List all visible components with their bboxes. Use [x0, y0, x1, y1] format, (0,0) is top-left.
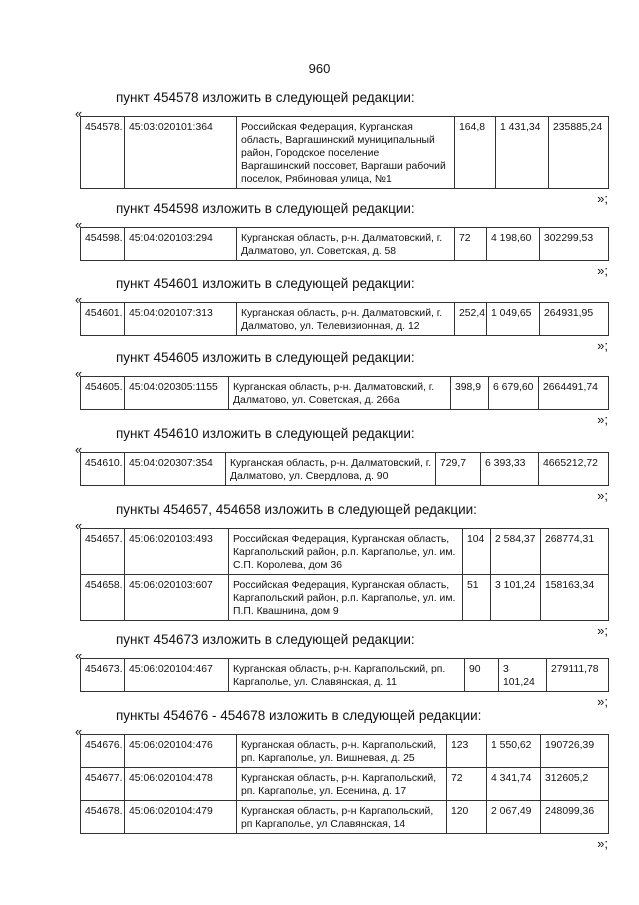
- area-cell: 104: [463, 529, 491, 575]
- rate-cell: 3 101,24: [499, 659, 547, 692]
- closing-quote: »;: [597, 694, 608, 709]
- opening-quote: «: [75, 518, 83, 533]
- table-row: [81, 801, 609, 834]
- rate-cell: 2 584,37: [491, 529, 541, 575]
- value-cell: 158163,34: [541, 575, 609, 621]
- closing-quote: »;: [597, 263, 608, 278]
- address-cell: Курганская область, р-н. Далматовский, г. Далматово, ул. Телевизионная, д. 12: [237, 303, 455, 336]
- address-cell: Курганская область, р-н. Далматовский, г. Далматово, ул. Советская, д. 58: [237, 228, 455, 261]
- rate-cell: 1 049,65: [487, 303, 540, 336]
- rate-cell: 2 067,49: [487, 801, 541, 834]
- row-number-cell: 454676.: [81, 735, 125, 768]
- cadastral-number-cell: 45:06:020104:478: [125, 768, 237, 801]
- closing-quote: »;: [597, 623, 608, 638]
- address-cell: Российская Федерация, Курганская область, Каргапольский район, р.п. Каргаполье, ул. им. С.П. Королева, дом 36: [229, 529, 463, 575]
- closing-quote: »;: [597, 488, 608, 503]
- amendment-heading: пункт 454605 изложить в следующей редакции:: [116, 350, 415, 365]
- row-number-cell: 454658.: [81, 575, 125, 621]
- opening-quote: «: [75, 366, 83, 381]
- address-cell: Курганская область, р-н. Каргапольский, рп. Каргаполье, ул. Есенина, д. 17: [237, 768, 447, 801]
- row-number-cell: 454605.: [81, 377, 125, 410]
- rate-cell: 4 198,60: [487, 228, 540, 261]
- table-row: [81, 453, 609, 486]
- opening-quote: «: [75, 648, 83, 663]
- amendment-heading: пункты 454676 - 454678 изложить в следующей редакции:: [116, 708, 482, 723]
- rate-cell: 6 679,60: [489, 377, 539, 410]
- cadastral-number-cell: 45:06:020103:607: [125, 575, 229, 621]
- cadastral-number-cell: 45:04:020305:1155: [125, 377, 229, 410]
- area-cell: 123: [447, 735, 487, 768]
- table-row: [81, 377, 609, 410]
- cadastral-number-cell: 45:04:020307:354: [125, 453, 226, 486]
- opening-quote: «: [75, 106, 83, 121]
- cadastral-number-cell: 45:06:020104:476: [125, 735, 237, 768]
- area-cell: 252,4: [455, 303, 487, 336]
- closing-quote: »;: [597, 412, 608, 427]
- page-number: 960: [308, 61, 331, 76]
- value-cell: 190726,39: [541, 735, 609, 768]
- address-cell: Курганская область, р-н Каргапольский, рп Каргаполье, ул Славянская, 14: [237, 801, 447, 834]
- amendment-heading: пункты 454657, 454658 изложить в следующей редакции:: [116, 502, 477, 517]
- amendment-table: [80, 658, 609, 692]
- value-cell: 235885,24: [549, 117, 609, 189]
- row-number-cell: 454657.: [81, 529, 125, 575]
- amendment-table: [80, 116, 609, 189]
- table-row: [81, 768, 609, 801]
- amendment-table: [80, 302, 609, 336]
- address-cell: Курганская область, р-н. Каргапольский, рп. Каргаполье, ул. Славянская, д. 11: [229, 659, 465, 692]
- closing-quote: »;: [597, 338, 608, 353]
- address-cell: Курганская область, р-н. Далматовский, г. Далматово, ул. Свердлова, д. 90: [226, 453, 436, 486]
- amendment-heading: пункт 454578 изложить в следующей редакции:: [116, 90, 415, 105]
- opening-quote: «: [75, 724, 83, 739]
- amendment-table: [80, 452, 609, 486]
- value-cell: 268774,31: [541, 529, 609, 575]
- value-cell: 279111,78: [547, 659, 609, 692]
- rate-cell: 1 431,34: [496, 117, 549, 189]
- table-row: [81, 303, 609, 336]
- row-number-cell: 454610.: [81, 453, 125, 486]
- area-cell: 72: [447, 768, 487, 801]
- area-cell: 90: [465, 659, 499, 692]
- row-number-cell: 454673.: [81, 659, 125, 692]
- value-cell: 312605,2: [541, 768, 609, 801]
- address-cell: Курганская область, р-н. Далматовский, г. Далматово, ул. Советская, д. 266а: [229, 377, 451, 410]
- value-cell: 302299,53: [540, 228, 609, 261]
- row-number-cell: 454677.: [81, 768, 125, 801]
- address-cell: Курганская область, р-н. Каргапольский, рп. Каргаполье, ул. Вишневая, д. 25: [237, 735, 447, 768]
- row-number-cell: 454578.: [81, 117, 125, 189]
- opening-quote: «: [75, 217, 83, 232]
- value-cell: 264931,95: [540, 303, 609, 336]
- amendment-table: [80, 734, 609, 834]
- amendment-table: [80, 227, 609, 261]
- table-row: [81, 575, 609, 621]
- address-cell: Российская Федерация, Курганская область, Варгашинский муниципальный район, Городское поселение Варгашинский поссовет, Варгаши рабочий поселок, Рябиновая улица, №1: [237, 117, 455, 189]
- area-cell: 729,7: [436, 453, 481, 486]
- area-cell: 398,9: [451, 377, 489, 410]
- table-row: [81, 117, 609, 189]
- table-row: [81, 735, 609, 768]
- row-number-cell: 454598.: [81, 228, 125, 261]
- cadastral-number-cell: 45:06:020104:467: [125, 659, 229, 692]
- rate-cell: 6 393,33: [481, 453, 539, 486]
- closing-quote: »;: [597, 191, 608, 206]
- amendment-table: [80, 528, 609, 621]
- cadastral-number-cell: 45:03:020101:364: [125, 117, 237, 189]
- opening-quote: «: [75, 292, 83, 307]
- table-row: [81, 529, 609, 575]
- closing-quote: »;: [597, 836, 608, 851]
- area-cell: 72: [455, 228, 487, 261]
- amendment-heading: пункт 454598 изложить в следующей редакции:: [116, 201, 415, 216]
- amendment-heading: пункт 454610 изложить в следующей редакции:: [116, 426, 415, 441]
- row-number-cell: 454678.: [81, 801, 125, 834]
- rate-cell: 3 101,24: [491, 575, 541, 621]
- opening-quote: «: [75, 442, 83, 457]
- amendment-heading: пункт 454673 изложить в следующей редакции:: [116, 632, 415, 647]
- value-cell: 2664491,74: [539, 377, 609, 410]
- row-number-cell: 454601.: [81, 303, 125, 336]
- amendment-heading: пункт 454601 изложить в следующей редакции:: [116, 276, 415, 291]
- cadastral-number-cell: 45:06:020104:479: [125, 801, 237, 834]
- address-cell: Российская Федерация, Курганская область, Каргапольский район, р.п. Каргаполье, ул. им. П.П. Квашнина, дом 9: [229, 575, 463, 621]
- area-cell: 51: [463, 575, 491, 621]
- value-cell: 248099,36: [541, 801, 609, 834]
- rate-cell: 4 341,74: [487, 768, 541, 801]
- amendment-table: [80, 376, 609, 410]
- table-row: [81, 228, 609, 261]
- cadastral-number-cell: 45:06:020103:493: [125, 529, 229, 575]
- cadastral-number-cell: 45:04:020107:313: [125, 303, 237, 336]
- area-cell: 120: [447, 801, 487, 834]
- area-cell: 164,8: [455, 117, 496, 189]
- rate-cell: 1 550,62: [487, 735, 541, 768]
- value-cell: 4665212,72: [539, 453, 609, 486]
- table-row: [81, 659, 609, 692]
- cadastral-number-cell: 45:04:020103:294: [125, 228, 237, 261]
